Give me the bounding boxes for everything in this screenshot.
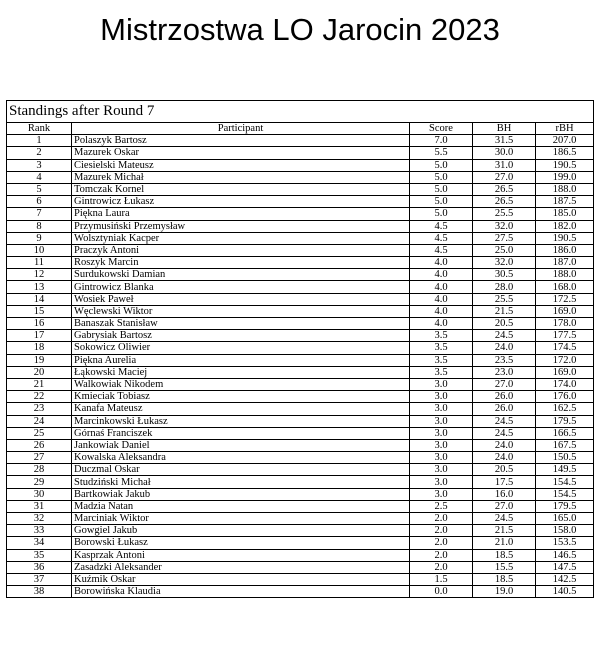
cell-rank: 7 bbox=[7, 208, 72, 220]
cell-rbh: 146.5 bbox=[536, 549, 594, 561]
standings-panel bbox=[6, 100, 594, 598]
cell-participant: Wosiek Paweł bbox=[72, 293, 410, 305]
table-row bbox=[7, 586, 593, 598]
cell-rank: 8 bbox=[7, 220, 72, 232]
cell-participant: Mazurek Michał bbox=[72, 171, 410, 183]
cell-rank: 9 bbox=[7, 232, 72, 244]
table-row bbox=[7, 330, 593, 342]
cell-participant: Jankowiak Daniel bbox=[72, 439, 410, 451]
cell-bh: 26.5 bbox=[473, 196, 536, 208]
cell-participant: Roszyk Marcin bbox=[72, 257, 410, 269]
cell-bh: 24.0 bbox=[473, 342, 536, 354]
cell-score: 4.0 bbox=[410, 257, 473, 269]
cell-rbh: 168.0 bbox=[536, 281, 594, 293]
cell-bh: 26.5 bbox=[473, 183, 536, 195]
cell-participant: Kuźmik Oskar bbox=[72, 573, 410, 585]
cell-rank: 37 bbox=[7, 573, 72, 585]
cell-bh: 19.0 bbox=[473, 586, 536, 598]
column-header-rbh: rBH bbox=[536, 123, 594, 135]
cell-participant: Walkowiak Nikodem bbox=[72, 378, 410, 390]
cell-score: 3.0 bbox=[410, 391, 473, 403]
table-row bbox=[7, 196, 593, 208]
cell-participant: Studziński Michał bbox=[72, 476, 410, 488]
cell-bh: 21.0 bbox=[473, 537, 536, 549]
cell-bh: 24.0 bbox=[473, 452, 536, 464]
cell-bh: 31.5 bbox=[473, 135, 536, 147]
cell-rank: 29 bbox=[7, 476, 72, 488]
cell-participant: Kasprzak Antoni bbox=[72, 549, 410, 561]
cell-rbh: 190.5 bbox=[536, 232, 594, 244]
cell-participant: Mazurek Oskar bbox=[72, 147, 410, 159]
cell-rank: 11 bbox=[7, 257, 72, 269]
cell-score: 5.5 bbox=[410, 147, 473, 159]
cell-participant: Sokowicz Oliwier bbox=[72, 342, 410, 354]
cell-participant: Marcinkowski Łukasz bbox=[72, 415, 410, 427]
cell-participant: Tomczak Kornel bbox=[72, 183, 410, 195]
cell-bh: 31.0 bbox=[473, 159, 536, 171]
cell-rbh: 186.5 bbox=[536, 147, 594, 159]
cell-score: 3.0 bbox=[410, 415, 473, 427]
table-header-row bbox=[7, 123, 593, 135]
table-row bbox=[7, 171, 593, 183]
table-row bbox=[7, 378, 593, 390]
cell-score: 2.5 bbox=[410, 500, 473, 512]
cell-rbh: 190.5 bbox=[536, 159, 594, 171]
cell-bh: 26.0 bbox=[473, 403, 536, 415]
cell-score: 3.0 bbox=[410, 476, 473, 488]
cell-bh: 23.5 bbox=[473, 354, 536, 366]
table-row bbox=[7, 354, 593, 366]
cell-rank: 26 bbox=[7, 439, 72, 451]
table-row bbox=[7, 293, 593, 305]
table-row bbox=[7, 464, 593, 476]
cell-participant: Piękna Laura bbox=[72, 208, 410, 220]
table-row bbox=[7, 366, 593, 378]
cell-rbh: 147.5 bbox=[536, 561, 594, 573]
cell-score: 3.0 bbox=[410, 403, 473, 415]
cell-rbh: 174.5 bbox=[536, 342, 594, 354]
cell-bh: 25.5 bbox=[473, 293, 536, 305]
cell-rank: 1 bbox=[7, 135, 72, 147]
cell-participant: Gintrowicz Blanka bbox=[72, 281, 410, 293]
cell-participant: Kanafa Mateusz bbox=[72, 403, 410, 415]
table-row bbox=[7, 452, 593, 464]
cell-rank: 15 bbox=[7, 305, 72, 317]
table-row bbox=[7, 342, 593, 354]
cell-participant: Kmieciak Tobiasz bbox=[72, 391, 410, 403]
cell-rank: 12 bbox=[7, 269, 72, 281]
cell-score: 5.0 bbox=[410, 196, 473, 208]
table-row bbox=[7, 391, 593, 403]
cell-rbh: 186.0 bbox=[536, 244, 594, 256]
cell-rbh: 185.0 bbox=[536, 208, 594, 220]
cell-rbh: 166.5 bbox=[536, 427, 594, 439]
cell-participant: Borowski Łukasz bbox=[72, 537, 410, 549]
cell-rank: 17 bbox=[7, 330, 72, 342]
cell-rbh: 165.0 bbox=[536, 513, 594, 525]
cell-participant: Gabrysiak Bartosz bbox=[72, 330, 410, 342]
cell-participant: Polaszyk Bartosz bbox=[72, 135, 410, 147]
cell-rank: 14 bbox=[7, 293, 72, 305]
cell-bh: 32.0 bbox=[473, 257, 536, 269]
cell-rank: 34 bbox=[7, 537, 72, 549]
table-row bbox=[7, 318, 593, 330]
cell-bh: 24.5 bbox=[473, 415, 536, 427]
page-title: Mistrzostwa LO Jarocin 2023 bbox=[100, 12, 500, 47]
cell-rbh: 178.0 bbox=[536, 318, 594, 330]
table-row bbox=[7, 403, 593, 415]
cell-participant: Duczmal Oskar bbox=[72, 464, 410, 476]
cell-participant: Kowalska Aleksandra bbox=[72, 452, 410, 464]
cell-rbh: 142.5 bbox=[536, 573, 594, 585]
cell-score: 4.0 bbox=[410, 318, 473, 330]
table-row bbox=[7, 269, 593, 281]
cell-rank: 2 bbox=[7, 147, 72, 159]
cell-bh: 27.0 bbox=[473, 378, 536, 390]
cell-rank: 5 bbox=[7, 183, 72, 195]
cell-score: 5.0 bbox=[410, 159, 473, 171]
cell-rank: 28 bbox=[7, 464, 72, 476]
cell-bh: 20.5 bbox=[473, 464, 536, 476]
cell-score: 2.0 bbox=[410, 537, 473, 549]
cell-rbh: 179.5 bbox=[536, 415, 594, 427]
cell-rank: 30 bbox=[7, 488, 72, 500]
cell-participant: Łąkowski Maciej bbox=[72, 366, 410, 378]
table-row bbox=[7, 427, 593, 439]
cell-rank: 10 bbox=[7, 244, 72, 256]
cell-rbh: 158.0 bbox=[536, 525, 594, 537]
cell-bh: 28.0 bbox=[473, 281, 536, 293]
cell-rbh: 174.0 bbox=[536, 378, 594, 390]
cell-bh: 25.0 bbox=[473, 244, 536, 256]
cell-participant: Banaszak Stanisław bbox=[72, 318, 410, 330]
table-row bbox=[7, 183, 593, 195]
cell-rank: 6 bbox=[7, 196, 72, 208]
cell-rbh: 162.5 bbox=[536, 403, 594, 415]
cell-rbh: 172.0 bbox=[536, 354, 594, 366]
cell-participant: Gowgiel Jakub bbox=[72, 525, 410, 537]
cell-bh: 27.0 bbox=[473, 500, 536, 512]
cell-rank: 4 bbox=[7, 171, 72, 183]
cell-rbh: 177.5 bbox=[536, 330, 594, 342]
cell-participant: Madzia Natan bbox=[72, 500, 410, 512]
column-header-rank: Rank bbox=[7, 123, 72, 135]
cell-rank: 36 bbox=[7, 561, 72, 573]
table-row bbox=[7, 525, 593, 537]
cell-rbh: 188.0 bbox=[536, 269, 594, 281]
cell-rbh: 153.5 bbox=[536, 537, 594, 549]
cell-bh: 24.5 bbox=[473, 427, 536, 439]
cell-rank: 20 bbox=[7, 366, 72, 378]
cell-bh: 24.0 bbox=[473, 439, 536, 451]
cell-participant: Zasadzki Aleksander bbox=[72, 561, 410, 573]
cell-bh: 26.0 bbox=[473, 391, 536, 403]
cell-rbh: 187.0 bbox=[536, 257, 594, 269]
cell-rbh: 167.5 bbox=[536, 439, 594, 451]
table-row bbox=[7, 549, 593, 561]
cell-bh: 27.5 bbox=[473, 232, 536, 244]
table-row bbox=[7, 415, 593, 427]
column-header-score: Score bbox=[410, 123, 473, 135]
cell-score: 4.5 bbox=[410, 232, 473, 244]
cell-score: 7.0 bbox=[410, 135, 473, 147]
cell-participant: Piękna Aurelia bbox=[72, 354, 410, 366]
cell-bh: 32.0 bbox=[473, 220, 536, 232]
cell-rank: 19 bbox=[7, 354, 72, 366]
cell-bh: 21.5 bbox=[473, 525, 536, 537]
cell-participant: Wolsztyniak Kacper bbox=[72, 232, 410, 244]
cell-score: 3.0 bbox=[410, 439, 473, 451]
cell-score: 1.5 bbox=[410, 573, 473, 585]
cell-bh: 24.5 bbox=[473, 330, 536, 342]
standings-table-body bbox=[7, 135, 593, 598]
table-row bbox=[7, 476, 593, 488]
cell-bh: 18.5 bbox=[473, 573, 536, 585]
cell-rank: 38 bbox=[7, 586, 72, 598]
table-row bbox=[7, 500, 593, 512]
cell-score: 4.0 bbox=[410, 281, 473, 293]
standings-table bbox=[7, 122, 593, 597]
cell-rbh: 172.5 bbox=[536, 293, 594, 305]
table-row bbox=[7, 573, 593, 585]
table-row bbox=[7, 135, 593, 147]
cell-rbh: 179.5 bbox=[536, 500, 594, 512]
cell-participant: Gintrowicz Łukasz bbox=[72, 196, 410, 208]
cell-rbh: 207.0 bbox=[536, 135, 594, 147]
cell-score: 3.5 bbox=[410, 342, 473, 354]
cell-rbh: 169.0 bbox=[536, 366, 594, 378]
table-row bbox=[7, 281, 593, 293]
cell-rbh: 169.0 bbox=[536, 305, 594, 317]
cell-score: 4.0 bbox=[410, 305, 473, 317]
cell-rank: 24 bbox=[7, 415, 72, 427]
table-row bbox=[7, 439, 593, 451]
cell-bh: 23.0 bbox=[473, 366, 536, 378]
cell-participant: Marciniak Wiktor bbox=[72, 513, 410, 525]
cell-rbh: 188.0 bbox=[536, 183, 594, 195]
cell-score: 2.0 bbox=[410, 561, 473, 573]
cell-bh: 15.5 bbox=[473, 561, 536, 573]
cell-score: 4.0 bbox=[410, 269, 473, 281]
cell-score: 3.0 bbox=[410, 427, 473, 439]
cell-score: 3.0 bbox=[410, 464, 473, 476]
table-row bbox=[7, 147, 593, 159]
cell-participant: Ciesielski Mateusz bbox=[72, 159, 410, 171]
table-row bbox=[7, 232, 593, 244]
cell-rank: 32 bbox=[7, 513, 72, 525]
column-header-participant: Participant bbox=[72, 123, 410, 135]
cell-rbh: 154.5 bbox=[536, 476, 594, 488]
cell-rank: 3 bbox=[7, 159, 72, 171]
cell-rank: 13 bbox=[7, 281, 72, 293]
cell-participant: Górnaś Franciszek bbox=[72, 427, 410, 439]
cell-bh: 30.5 bbox=[473, 269, 536, 281]
cell-score: 3.0 bbox=[410, 378, 473, 390]
cell-participant: Surdukowski Damian bbox=[72, 269, 410, 281]
cell-participant: Przymusiński Przemysław bbox=[72, 220, 410, 232]
cell-score: 5.0 bbox=[410, 171, 473, 183]
cell-score: 4.5 bbox=[410, 220, 473, 232]
cell-rbh: 187.5 bbox=[536, 196, 594, 208]
table-row bbox=[7, 220, 593, 232]
cell-rank: 35 bbox=[7, 549, 72, 561]
cell-rank: 27 bbox=[7, 452, 72, 464]
cell-score: 2.0 bbox=[410, 513, 473, 525]
cell-bh: 27.0 bbox=[473, 171, 536, 183]
cell-bh: 16.0 bbox=[473, 488, 536, 500]
cell-score: 4.0 bbox=[410, 293, 473, 305]
cell-score: 5.0 bbox=[410, 183, 473, 195]
cell-score: 3.5 bbox=[410, 366, 473, 378]
table-row bbox=[7, 257, 593, 269]
cell-score: 3.5 bbox=[410, 330, 473, 342]
cell-rank: 25 bbox=[7, 427, 72, 439]
cell-participant: Bartkowiak Jakub bbox=[72, 488, 410, 500]
cell-bh: 20.5 bbox=[473, 318, 536, 330]
cell-score: 3.5 bbox=[410, 354, 473, 366]
cell-rank: 18 bbox=[7, 342, 72, 354]
cell-bh: 30.0 bbox=[473, 147, 536, 159]
cell-rank: 23 bbox=[7, 403, 72, 415]
cell-bh: 18.5 bbox=[473, 549, 536, 561]
cell-rank: 31 bbox=[7, 500, 72, 512]
cell-rbh: 154.5 bbox=[536, 488, 594, 500]
cell-score: 3.0 bbox=[410, 488, 473, 500]
table-row bbox=[7, 305, 593, 317]
cell-participant: Borowińska Klaudia bbox=[72, 586, 410, 598]
table-row bbox=[7, 488, 593, 500]
cell-rbh: 149.5 bbox=[536, 464, 594, 476]
cell-bh: 25.5 bbox=[473, 208, 536, 220]
cell-rank: 22 bbox=[7, 391, 72, 403]
cell-score: 3.0 bbox=[410, 452, 473, 464]
table-row bbox=[7, 159, 593, 171]
cell-rank: 21 bbox=[7, 378, 72, 390]
cell-rbh: 199.0 bbox=[536, 171, 594, 183]
table-row bbox=[7, 244, 593, 256]
cell-rbh: 176.0 bbox=[536, 391, 594, 403]
table-row bbox=[7, 513, 593, 525]
table-row bbox=[7, 537, 593, 549]
standings-heading: Standings after Round 7 bbox=[9, 103, 155, 119]
cell-participant: Węclewski Wiktor bbox=[72, 305, 410, 317]
cell-score: 2.0 bbox=[410, 525, 473, 537]
cell-rank: 33 bbox=[7, 525, 72, 537]
column-header-bh: BH bbox=[473, 123, 536, 135]
cell-participant: Praczyk Antoni bbox=[72, 244, 410, 256]
cell-rank: 16 bbox=[7, 318, 72, 330]
cell-rbh: 150.5 bbox=[536, 452, 594, 464]
cell-rbh: 140.5 bbox=[536, 586, 594, 598]
cell-score: 5.0 bbox=[410, 208, 473, 220]
table-row bbox=[7, 561, 593, 573]
cell-rbh: 182.0 bbox=[536, 220, 594, 232]
cell-bh: 17.5 bbox=[473, 476, 536, 488]
cell-bh: 24.5 bbox=[473, 513, 536, 525]
cell-score: 2.0 bbox=[410, 549, 473, 561]
cell-score: 0.0 bbox=[410, 586, 473, 598]
cell-score: 4.5 bbox=[410, 244, 473, 256]
table-row bbox=[7, 208, 593, 220]
cell-bh: 21.5 bbox=[473, 305, 536, 317]
